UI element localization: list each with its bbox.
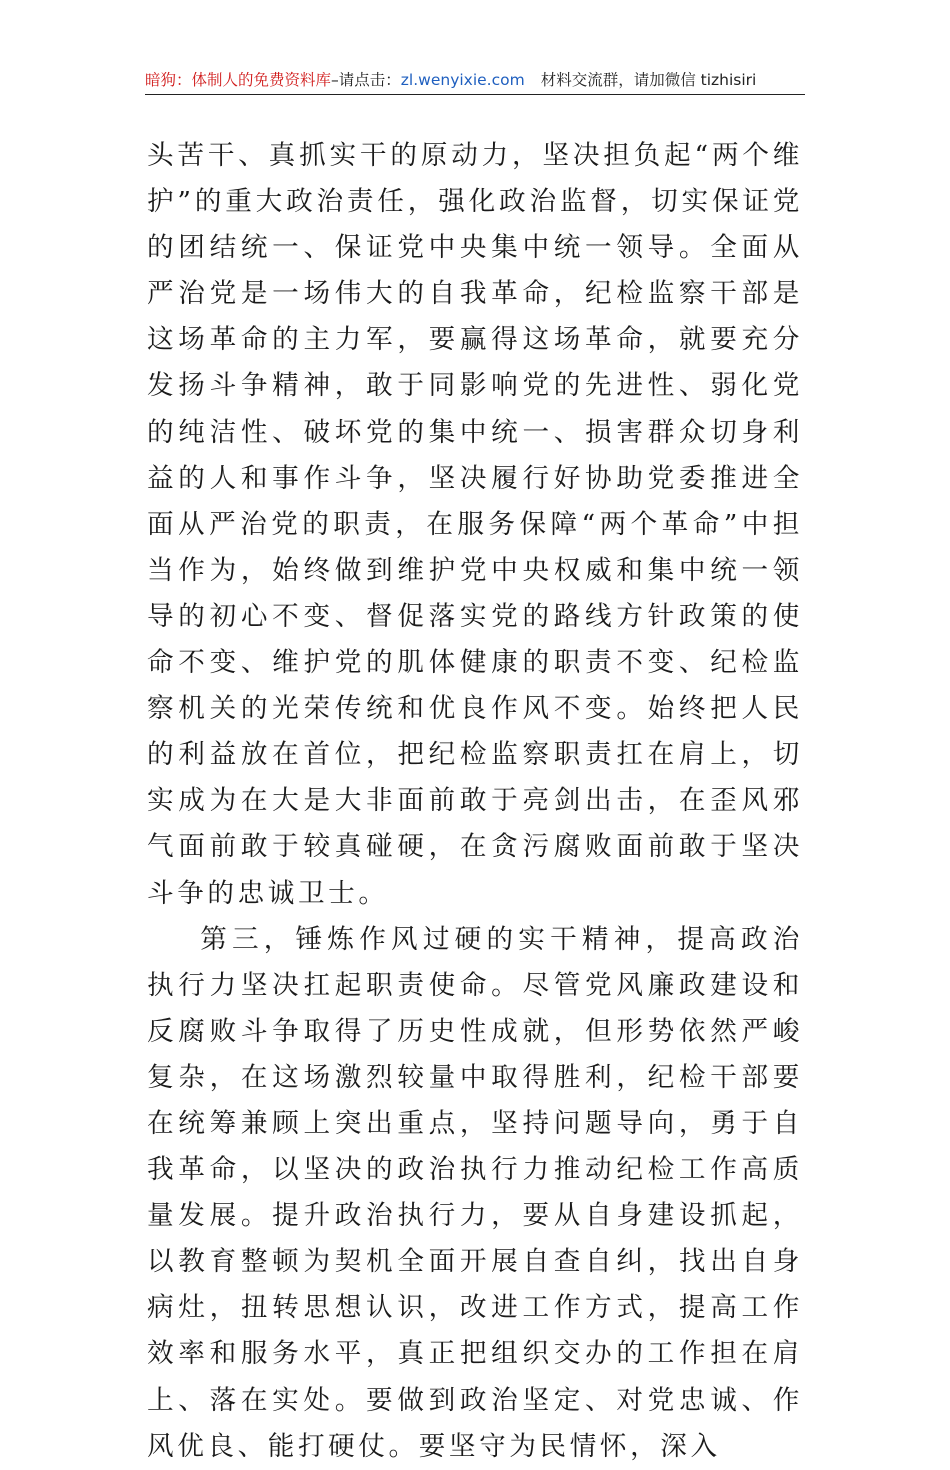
header-url-link[interactable]: zl.wenyixie.com [400,71,525,89]
page-header [145,66,805,95]
paragraph-continued: 头苦干、真抓实干的原动力，坚决担负起“两个维护”的重大政治责任，强化政治监督，切实保证党的团结统一、保证党中央集中统一领导。全面从严治党是一场伟大的自我革命，纪检监察干部是这场革命的主力军，要赢得这场革命，就要充分发扬斗争精神，敢于同影响党的先进性、弱化党的纯洁性、破坏党的集中统一、损害群众切身利益的人和事作斗争，坚决履行好协助党委推进全面从严治党的职责，在服务保障“两个革命”中担当作为，始终做到维护党中央权威和集中统一领导的初心不变、督促落实党的路线方针政策的使命不变、维护党的肌体健康的职责不变、纪检监察机关的光荣传统和优良作风不变。始终把人民的利益放在首位，把纪检监察职责扛在肩上，切实成为在大是大非面前敢于亮剑出击，在歪风邪气面前敢于较真碰硬，在贪污腐败面前敢于坚决斗争的忠诚卫士。 [147,140,803,909]
header-cta: –请点击： [331,71,401,89]
paragraph-third-point: 第三，锤炼作风过硬的实干精神，提高政治执行力坚决扛起职责使命。尽管党风廉政建设和反腐败斗争取得了历史性成就，但形势依然严峻复杂，在这场激烈较量中取得胜利，纪检干部要在统筹兼顾上突出重点，坚持问题导向，勇于自我革命，以坚决的政治执行力推动纪检工作高质量发展。提升政治执行力，要从自身建设抓起，以教育整顿为契机全面开展自查自纠，找出自身病灶，扭转思想认识，改进工作方式，提高工作效率和服务水平，真正把组织交办的工作担在肩上、落在实处。要做到政治坚定、对党忠诚、作风优良、能打硬仗。要坚守为民情怀，深入 [147,923,803,1462]
header-brand: 暗狗：体制人的免费资料库 [145,71,332,89]
document-body [147,133,803,1470]
header-wechat-note: 材料交流群，请加微信 tizhisiri [540,71,757,89]
